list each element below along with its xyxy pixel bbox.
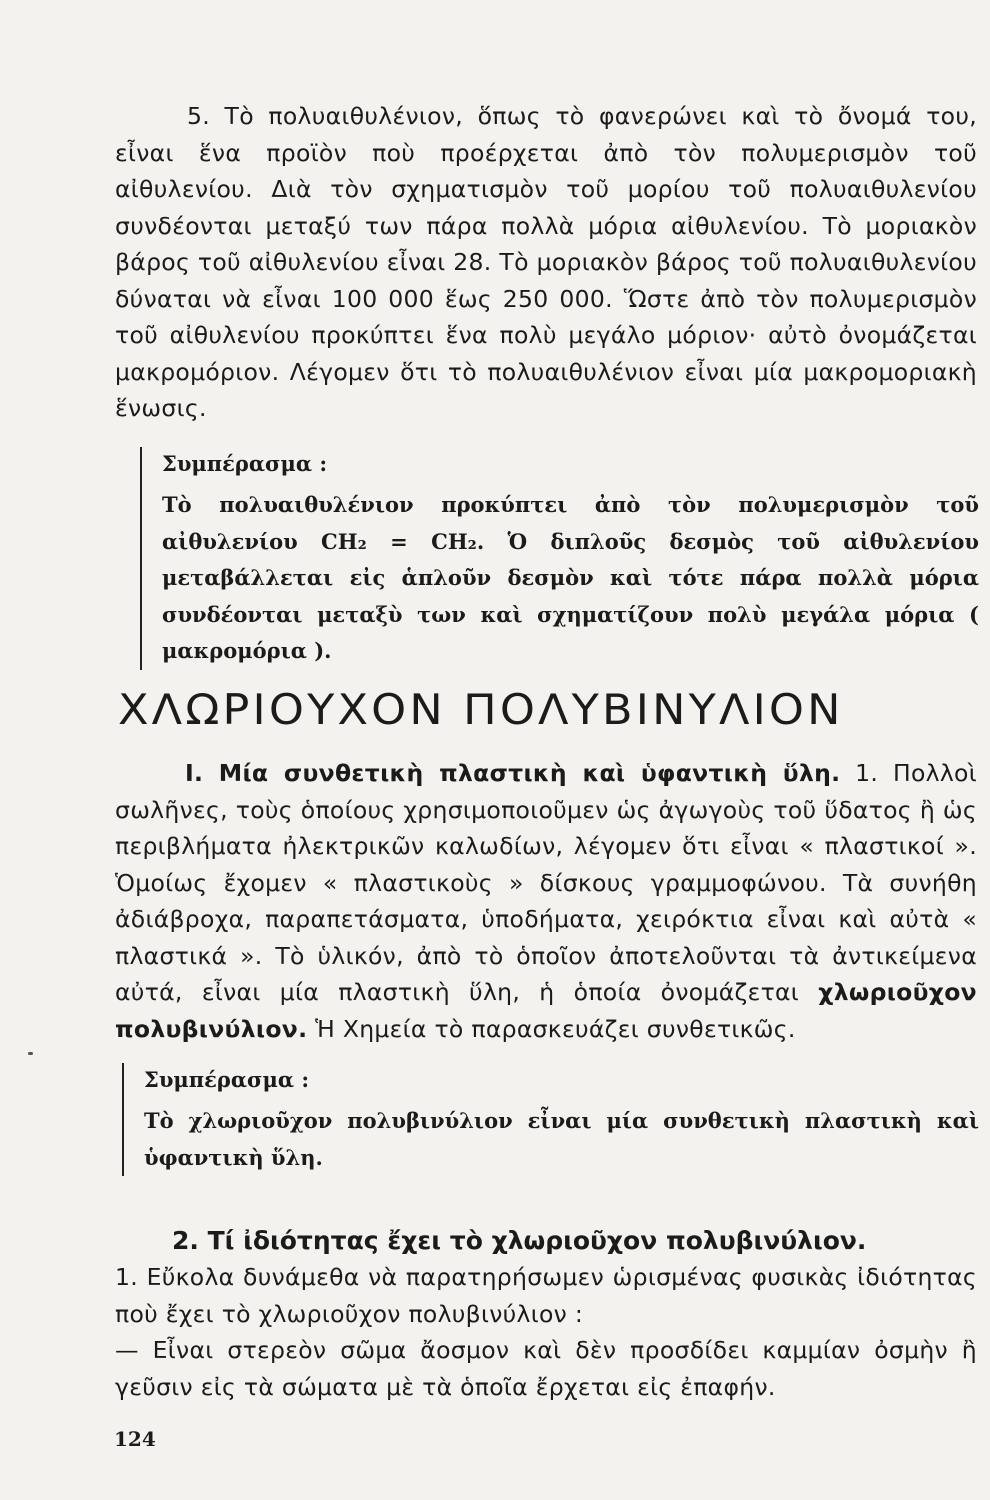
paragraph-text: 1. Πολλοὶ σωλῆνες, τοὺς ὁποίους χρησιμοποιοῦμεν ὡς ἀγωγοὺς τοῦ ὕδατος ἢ ὡς περιβλήματα ἠλεκτρικῶν καλωδίων, λέγομεν ὅτι εἶναι « πλαστικοί ». Ὁμοίως ἔχομεν « πλαστικοὺς » δίσκους γραμμοφώνου. Τὰ συνήθη ἀδιάβροχα, παραπετάσματα, ὑποδήματα, χειρόκτια εἶναι καὶ αὐτὰ « πλαστικά ». Τὸ ὑλικόν, ἀπὸ τὸ ὁποῖον ἀποτελοῦνται τὰ ἀντικείμενα αὐτά, εἶναι μία πλαστικὴ ὕλη, ἡ ὁποία ὀνομάζεται bbox=[115, 759, 977, 1006]
subsection-heading-1: Ι. Μία συνθετικὴ πλαστικὴ καὶ ὑφαντικὴ ὕλη. bbox=[185, 759, 841, 787]
conclusion-text: Τὸ πολυαιθυλένιον προκύπτει ἀπὸ τὸν πολυμερισμὸν τοῦ αἰθυλενίου CH₂ = CH₂. Ὁ διπλοῦς δεσμὸς τοῦ αἰθυλενίου μεταβάλλεται εἰς ἁπλοῦν δεσμὸν καὶ τότε πάρα πολλὰ μόρια συνδέονται μεταξὺ των καὶ σχηματίζουν πολὺ μεγάλα μόρια ( μακρομόρια ). bbox=[162, 492, 979, 663]
paragraph-line: 1. Εὔκολα δυνάμεθα νὰ παρατηρήσωμεν ὡρισμένας φυσικὰς ἰδιότητας ποὺ ἔχει τὸ χλωριοῦχον πολυβινύλιον : bbox=[115, 1263, 977, 1328]
section-title: ΧΛΩΡΙΟΥΧΟΝ ΠΟΛΥΒΙΝΥΛΙΟΝ bbox=[118, 685, 844, 734]
conclusion-box-2 bbox=[122, 1063, 979, 1176]
page-number: 124 bbox=[114, 1427, 156, 1451]
conclusion-heading: Συμπέρασμα : bbox=[144, 1067, 310, 1092]
conclusion-text: Τὸ χλωριοῦχον πολυβινύλιον εἶναι μία συνθετικὴ πλαστικὴ καὶ ὑφαντικὴ ὕλη. bbox=[144, 1108, 979, 1170]
paragraph-pvc-properties bbox=[115, 1259, 977, 1405]
ink-speck bbox=[28, 1052, 33, 1055]
term-pvc: χλωριοῦχον πολυβινύλιον. bbox=[115, 978, 977, 1043]
conclusion-box-1 bbox=[140, 447, 979, 670]
conclusion-heading: Συμπέρασμα : bbox=[162, 451, 328, 476]
paragraph-line: — Εἶναι στερεὸν σῶμα ἄοσμον καὶ δὲν προσδίδει καμμίαν ὀσμὴν ἢ γεῦσιν εἰς τὰ σώματα μὲ τὰ ὁποῖα ἔρχεται εἰς ἐπαφήν. bbox=[115, 1336, 977, 1401]
paragraph-text: Ἡ Χημεία τὸ παρασκευάζει συνθετικῶς. bbox=[307, 1014, 796, 1043]
paragraph-pvc-intro bbox=[115, 755, 977, 1047]
subsection-heading-2: 2. Τί ἰδιότητας ἔχει τὸ χλωριοῦχον πολυβινύλιον. bbox=[172, 1226, 867, 1255]
paragraph-polyethylene: 5. Τὸ πολυαιθυλένιον, ὅπως τὸ φανερώνει καὶ τὸ ὄνομά του, εἶναι ἕνα προϊὸν ποὺ προέρχεται ἀπὸ τὸν πολυμερισμὸν τοῦ αἰθυλενίου. Διὰ τὸν σχηματισμὸν τοῦ μορίου τοῦ πολυαιθυλενίου συνδέονται μεταξύ των πάρα πολλὰ μόρια αἰθυλενίου. Τὸ μοριακὸν βάρος τοῦ αἰθυλενίου εἶναι 28. Τὸ μοριακὸν βάρος τοῦ πολυαιθυλενίου δύναται νὰ εἶναι 100 000 ἕως 250 000. Ὥστε ἀπὸ τὸν πολυμερισμὸν τοῦ αἰθυλενίου προκύπτει ἕνα πολὺ μεγάλο μόριον· αὐτὸ ὀνομάζεται μακρομόριον. Λέγομεν ὅτι τὸ πολυαιθυλένιον εἶναι μία μακρομοριακὴ ἕνωσις. bbox=[115, 102, 977, 422]
